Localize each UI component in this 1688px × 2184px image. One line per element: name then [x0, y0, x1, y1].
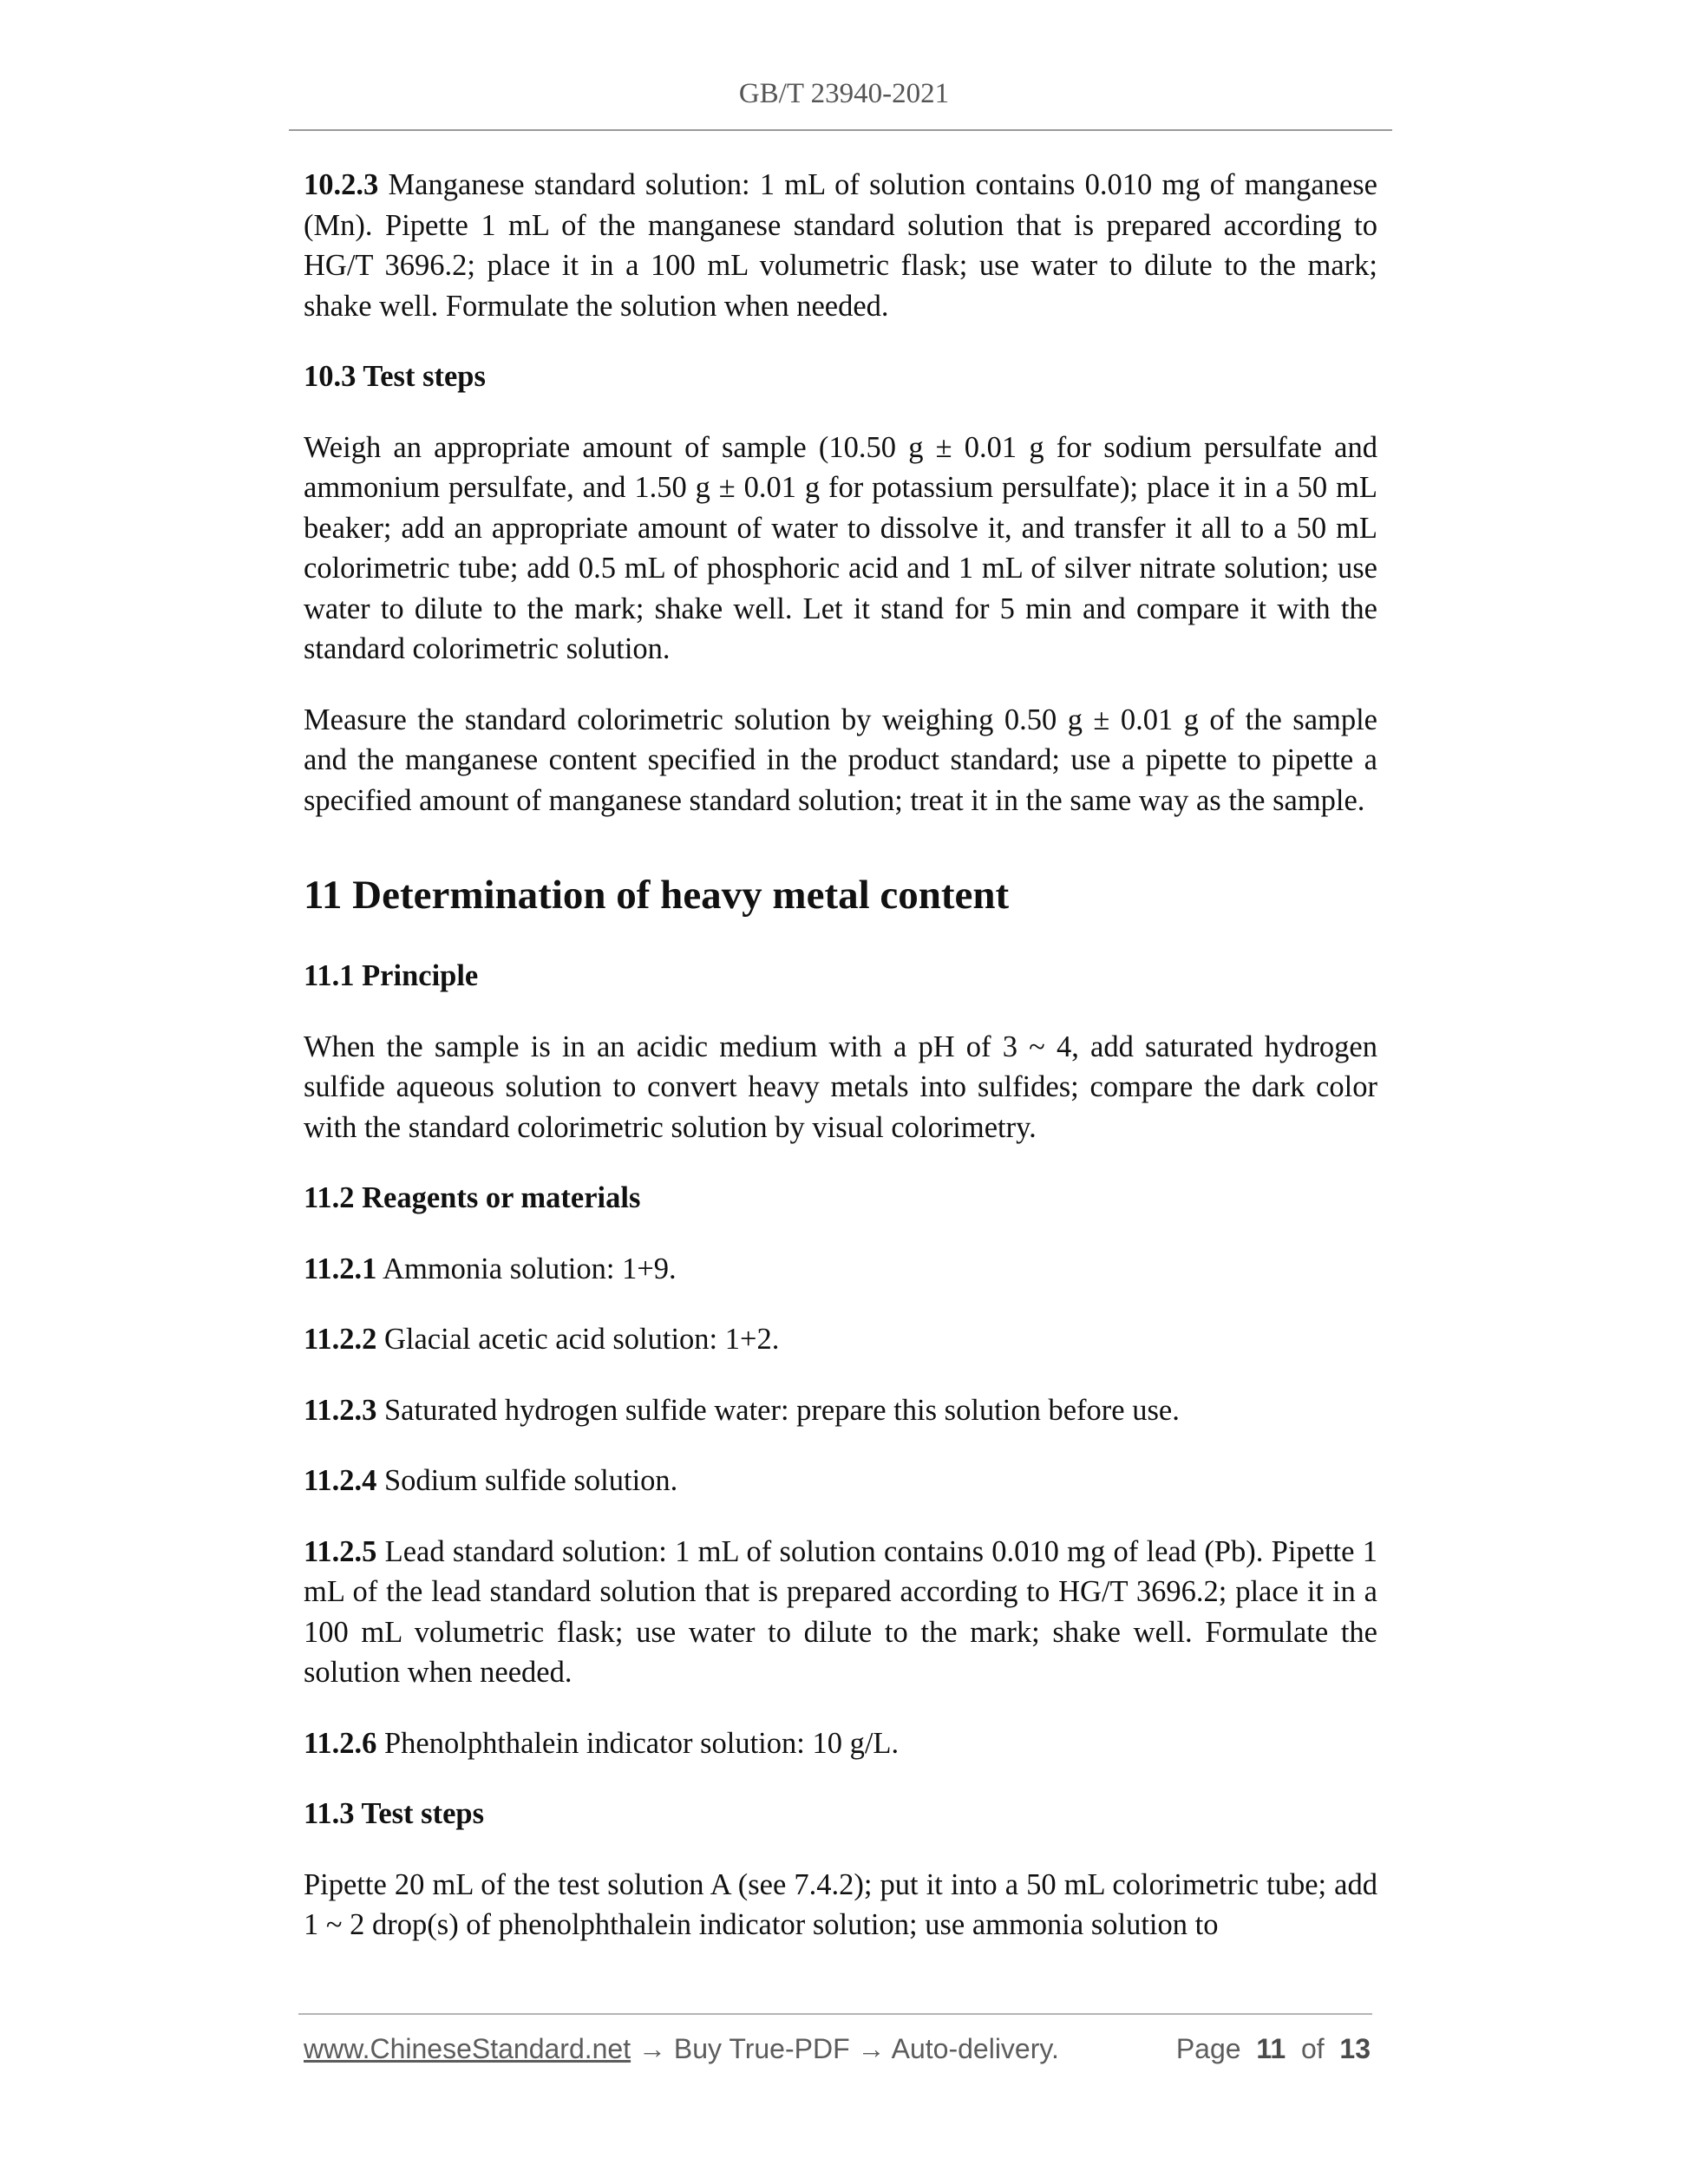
test-steps-paragraph-2: Measure the standard colorimetric solution by weighing 0.50 g ± 0.01 g of the sample and the manganese content specified in the product standard; use a pipette to pipette a specified amount of manganese standard solution; treat it in the same way as the sample. — [304, 703, 1377, 817]
clause-number: 11.2.4 — [304, 1464, 377, 1497]
subsection-heading-11-1: 11.1 Principle — [304, 959, 479, 992]
section-heading-11: 11 Determination of heavy metal content — [304, 873, 1010, 918]
promo-text: → Buy True-PDF → Auto-delivery. — [631, 2033, 1059, 2064]
clause-11-2-3 — [304, 1390, 1377, 1431]
clause-number: 11.2.6 — [304, 1726, 377, 1760]
clause-10-2-3 — [304, 165, 1377, 326]
test-steps-11-3-paragraph: Pipette 20 mL of the test solution A (see 7.4.2); put it into a 50 mL colorimetric tube; add 1 ~ 2 drop(s) of phenolphthalein indicator solution; use ammonia solution to — [304, 1867, 1377, 1941]
clause-text: Phenolphthalein indicator solution: 10 g/L. — [376, 1726, 900, 1760]
document-body — [304, 165, 1377, 1976]
clause-11-2-4 — [304, 1461, 1377, 1501]
clause-number: 11.2.1 — [304, 1252, 377, 1285]
page-total: 13 — [1339, 2033, 1371, 2064]
clause-11-2-5 — [304, 1532, 1377, 1693]
clause-text: Ammonia solution: 1+9. — [376, 1252, 677, 1285]
subsection-heading-11-3: 11.3 Test steps — [304, 1797, 485, 1830]
subsection-heading-11-2: 11.2 Reagents or materials — [304, 1181, 641, 1214]
footer-divider — [298, 2013, 1372, 2015]
page-number — [1176, 2030, 1371, 2068]
clause-number: 11.2.5 — [304, 1534, 377, 1568]
clause-11-2-2 — [304, 1319, 1377, 1360]
clause-text: Lead standard solution: 1 mL of solution contains 0.010 mg of lead (Pb). Pipette 1 mL of the lead standard solution that is prepared according to HG/T 3696.2; place it in a 100 mL volumetric flask; use water to dilute to the mark; shake well. Formulate the solution when needed. — [304, 1534, 1377, 1689]
page-header — [0, 76, 1688, 111]
page-footer — [304, 2030, 1371, 2068]
page-label: Page — [1175, 2033, 1241, 2064]
clause-number: 11.2.3 — [304, 1393, 377, 1427]
clause-text: Saturated hydrogen sulfide water: prepare this solution before use. — [376, 1393, 1180, 1427]
principle-paragraph: When the sample is in an acidic medium with a pH of 3 ~ 4, add saturated hydrogen sulfide aqueous solution to convert heavy metals into sulfides; compare the dark color with the standard colorimetric solution by visual colorimetry. — [304, 1030, 1377, 1144]
clause-text: Glacial acetic acid solution: 1+2. — [376, 1323, 780, 1356]
site-link[interactable]: www.ChineseStandard.net — [304, 2033, 631, 2064]
clause-number: 10.2.3 — [304, 168, 379, 201]
page-of-label: of — [1300, 2033, 1325, 2064]
clause-11-2-1 — [304, 1249, 1377, 1290]
standard-code: GB/T 23940-2021 — [738, 78, 950, 109]
clause-11-2-6 — [304, 1723, 1377, 1764]
clause-text: Sodium sulfide solution. — [376, 1464, 678, 1497]
header-divider — [289, 129, 1392, 131]
clause-text: Manganese standard solution: 1 mL of solution contains 0.010 mg of manganese (Mn). Pipette 1 mL of the manganese standard solution that is prepared according to HG/T 3696.2; place it in a 100 mL volumetric flask; use water to dilute to the mark; shake well. Formulate the solution when needed. — [304, 168, 1377, 323]
clause-number: 11.2.2 — [304, 1323, 377, 1356]
page-current: 11 — [1256, 2033, 1286, 2064]
test-steps-paragraph-1: Weigh an appropriate amount of sample (10.50 g ± 0.01 g for sodium persulfate and ammonium persulfate, and 1.50 g ± 0.01 g for potassium persulfate); place it in a 50 mL beaker; add an appropriate amount of water to dissolve it, and transfer it all to a 50 mL colorimetric tube; add 0.5 mL of phosphoric acid and 1 mL of silver nitrate solution; use water to dilute to the mark; shake well. Let it stand for 5 min and compare it with the standard colorimetric solution. — [304, 430, 1377, 665]
subsection-heading-10-3: 10.3 Test steps — [304, 360, 486, 393]
